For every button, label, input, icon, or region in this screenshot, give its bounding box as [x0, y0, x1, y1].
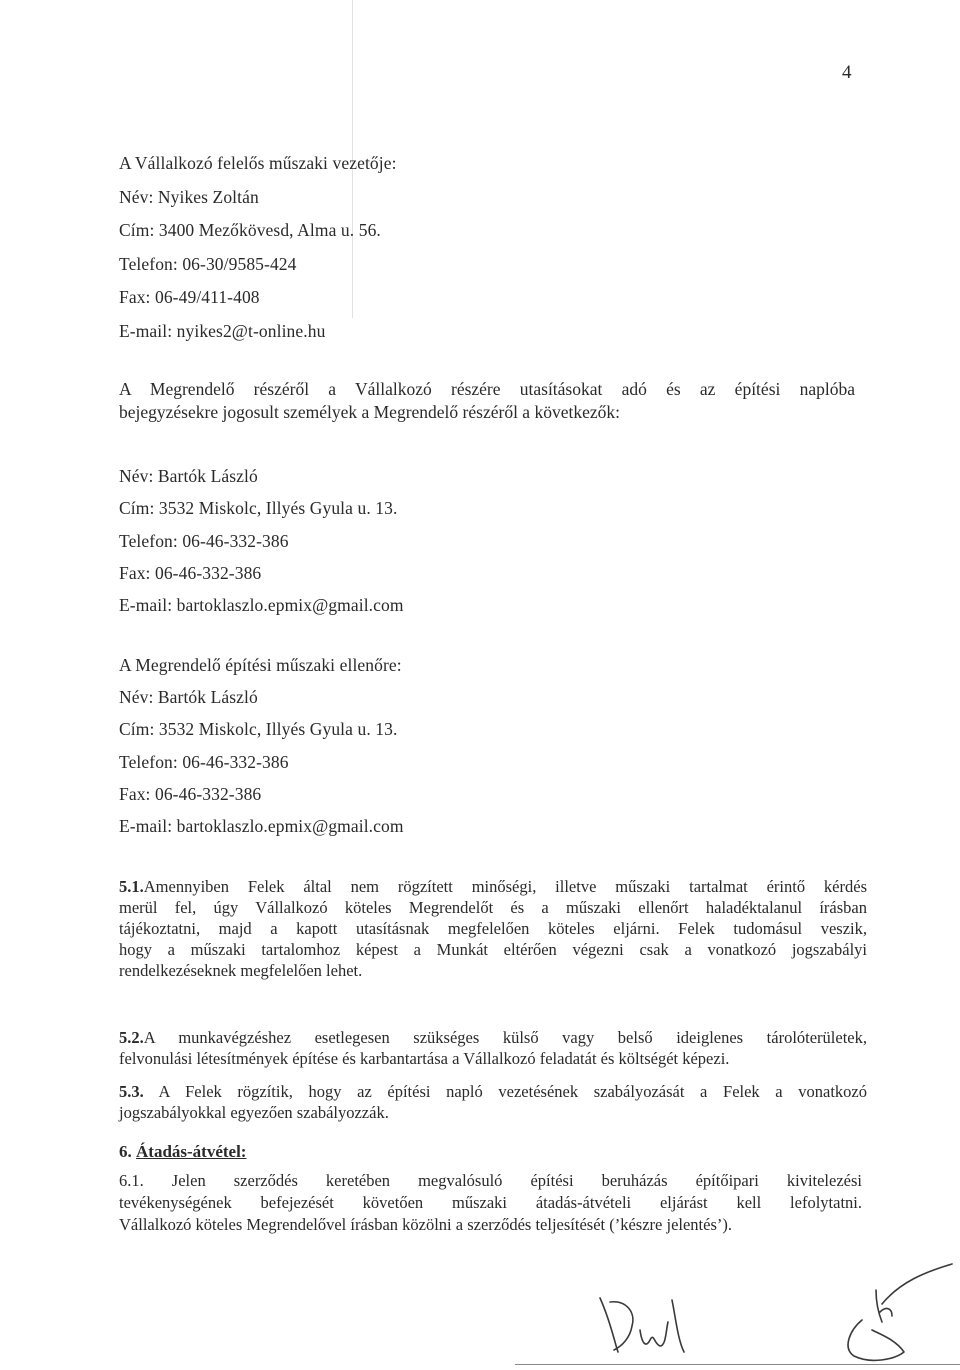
authorized-persons-line: A Megrendelő részéről a Vállalkozó részére utasításokat adó és az építési naplóba — [119, 379, 855, 399]
client-inspector-fax: Fax: 06-46-332-386 — [119, 783, 262, 804]
clause-text: Amennyiben Felek által nem rögzített minőségi, illetve műszaki tartalmat érintő kérdés — [143, 877, 867, 896]
clause-text: Jelen szerződés keretében megvalósuló építési beruházás építőipari kivitelezési — [143, 1171, 862, 1190]
section-number: 6. — [119, 1142, 132, 1161]
client-inspector-block — [119, 655, 404, 848]
contractor-manager-phone: Telefon: 06-30/9585-424 — [119, 253, 297, 274]
client-contact-fax: Fax: 06-46-332-386 — [119, 562, 262, 583]
contractor-manager-email: E-mail: nyikes2@t-online.hu — [119, 320, 326, 341]
clause-line — [119, 1027, 867, 1048]
contractor-manager-heading: A Vállalkozó felelős műszaki vezetője: — [119, 153, 397, 173]
contractor-manager-block — [119, 153, 397, 354]
client-contact-block — [119, 466, 404, 627]
clause-number: 5.3. — [119, 1082, 144, 1101]
client-contact-address: Cím: 3532 Miskolc, Illyés Gyula u. 13. — [119, 498, 398, 519]
clause-line: merül fel, úgy Vállalkozó köteles Megrendelőt és a műszaki ellenőrt haladéktalanul írásban — [119, 898, 867, 917]
clause-6-1 — [119, 1170, 862, 1236]
clause-5-1 — [119, 876, 867, 981]
section-6-heading-block — [119, 1142, 246, 1162]
clause-line: jogszabályokkal egyezően szabályozzák. — [119, 1103, 389, 1122]
client-inspector-email: E-mail: bartoklaszlo.epmix@gmail.com — [119, 815, 404, 836]
clause-5-3 — [119, 1081, 867, 1123]
initials-signatures — [580, 1260, 960, 1370]
contractor-manager-address: Cím: 3400 Mezőkövesd, Alma u. 56. — [119, 220, 381, 240]
client-contact-phone: Telefon: 06-46-332-386 — [119, 530, 289, 551]
clause-line: hogy a műszaki tartalomhoz képest a Munkát eltérően végezni csak a vonatkozó jogszabályi — [119, 940, 867, 959]
clause-line: tájékoztatni, majd a kapott utasításnak megfelelően köteles eljárni. Felek tudomásul veszik, — [119, 919, 867, 938]
clause-text: A Felek rögzítik, hogy az építési napló vezetésének szabályozását a Felek a vonatkozó — [143, 1082, 867, 1101]
contractor-manager-name: Név: Nyikes Zoltán — [119, 186, 259, 207]
client-inspector-heading: A Megrendelő építési műszaki ellenőre: — [119, 655, 402, 675]
clause-text: A munkavégzéshez esetlegesen szükséges külső vagy belső ideiglenes tárolóterületek, — [143, 1028, 867, 1047]
client-inspector-name: Név: Bartók László — [119, 687, 258, 708]
client-contact-email: E-mail: bartoklaszlo.epmix@gmail.com — [119, 595, 404, 616]
clause-number: 5.2. — [119, 1028, 144, 1047]
clause-line: tevékenységének befejezését követően műszaki átadás-átvételi eljárást kell lefolytatni. — [119, 1193, 862, 1212]
client-inspector-phone: Telefon: 06-46-332-386 — [119, 751, 289, 772]
clause-number: 6.1. — [119, 1171, 144, 1190]
clause-line — [119, 1081, 867, 1102]
clause-line: Vállalkozó köteles Megrendelővel írásban közölni a szerződés teljesítését (’készre jelentés’). — [119, 1215, 732, 1234]
page-number: 4 — [842, 62, 852, 83]
clause-line — [119, 876, 867, 897]
client-contact-name: Név: Bartók László — [119, 466, 258, 486]
bottom-rule — [515, 1364, 960, 1365]
contractor-manager-fax: Fax: 06-49/411-408 — [119, 287, 260, 307]
clause-5-2 — [119, 1027, 867, 1069]
clause-number: 5.1. — [119, 877, 144, 896]
clause-line — [119, 1170, 862, 1192]
clause-line: felvonulási létesítmények építése és karbantartása a Vállalkozó feladatát és költségét képezi. — [119, 1049, 730, 1068]
client-inspector-address: Cím: 3532 Miskolc, Illyés Gyula u. 13. — [119, 719, 398, 740]
signature-left — [600, 1298, 684, 1352]
section-heading — [119, 1142, 246, 1162]
authorized-persons-paragraph — [119, 378, 855, 424]
section-title: Átadás-átvétel: — [136, 1142, 247, 1161]
authorized-persons-line: bejegyzésekre jogosult személyek a Megrendelő részéről a következők: — [119, 402, 620, 422]
signature-right — [848, 1264, 952, 1360]
clause-line: rendelkezéseknek megfelelően lehet. — [119, 961, 363, 980]
